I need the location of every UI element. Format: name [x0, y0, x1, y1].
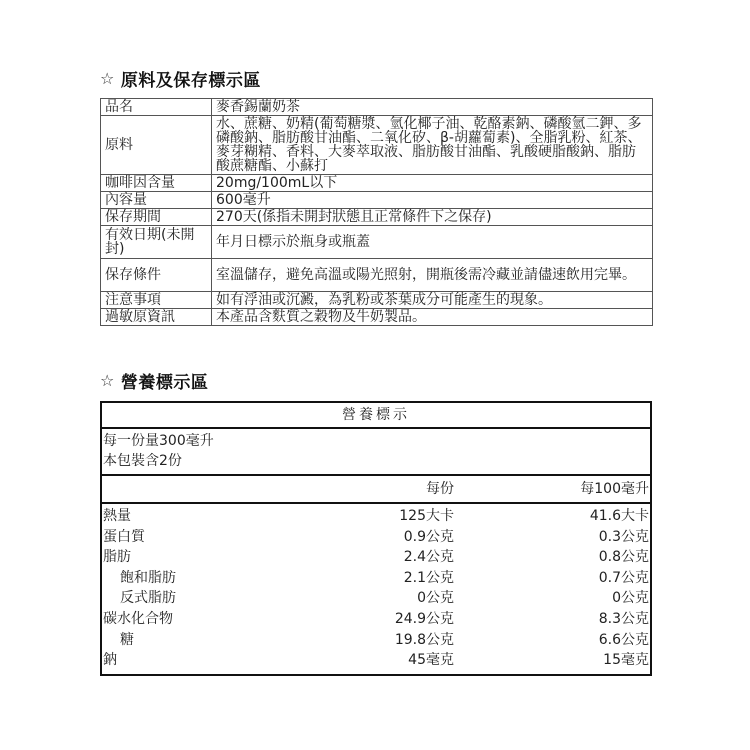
per-serving-value: 2.1公克: [403, 569, 454, 586]
row-label: 內容量: [101, 192, 212, 209]
nutrient-name: 碳水化合物: [103, 610, 173, 627]
row-value: 室溫儲存，避免高溫或陽光照射，開瓶後需冷藏並請儘速飲用完畢。: [212, 259, 653, 292]
table-row: [102, 527, 650, 548]
per-100ml-value: 6.6公克: [598, 631, 649, 648]
table-row: [101, 292, 653, 309]
table-row: [101, 175, 653, 192]
per-serving-value: 125大卡: [399, 508, 454, 524]
row-value: 麥香錫蘭奶茶: [212, 99, 653, 116]
row-value: 本產品含麩質之穀物及牛奶製品。: [212, 309, 653, 326]
section-title-text: 營養標示區: [120, 373, 209, 393]
per-serving-value: 2.4公克: [403, 549, 454, 566]
row-value: 如有浮油或沉澱，為乳粉或茶葉成分可能產生的現象。: [212, 292, 653, 309]
per-serving-value: 0.9公克: [403, 528, 454, 545]
table-row: [102, 650, 650, 671]
per-serving-value: 19.8公克: [394, 631, 454, 648]
row-label: 注意事項: [101, 292, 212, 309]
nutrient-name: 脂肪: [103, 549, 131, 566]
per-100ml-value: 0.7公克: [598, 569, 649, 586]
row-value: 20mg/100mL以下: [212, 175, 653, 192]
nutrient-name: 飽和脂肪: [120, 569, 176, 586]
row-label: 品名: [101, 99, 212, 116]
nutrition-header: 營養標示: [102, 403, 650, 429]
per-100ml-value: 0.3公克: [598, 528, 649, 545]
table-row: [102, 588, 650, 609]
column-header-per-100ml: 每100毫升: [580, 481, 649, 497]
section-title-nutrition: [100, 368, 208, 393]
per-100ml-value: 0公克: [612, 590, 649, 607]
nutrient-name: 鈉: [103, 652, 117, 669]
per-100ml-value: 15毫克: [603, 652, 649, 669]
table-row: [101, 192, 653, 209]
row-value: 年月日標示於瓶身或瓶蓋: [212, 226, 653, 259]
per-100ml-value: 8.3公克: [598, 610, 649, 627]
per-serving-value: 24.9公克: [394, 610, 454, 627]
nutrient-rows: [102, 504, 650, 671]
per-100ml-value: 41.6大卡: [589, 508, 649, 524]
row-label: 有效日期(未開封): [101, 226, 212, 259]
column-header-row: [102, 476, 650, 504]
row-value: 水、蔗糖、奶精(葡萄糖漿、氫化椰子油、乾酪素鈉、磷酸氫二鉀、多磷酸鈉、脂肪酸甘油酯、二氧化矽、β-胡蘿蔔素)、全脂乳粉、紅茶、麥芽糊精、香料、大麥萃取液、脂肪酸甘油酯、乳酸硬脂酸鈉、脂肪酸蔗糖酯、小蘇打: [212, 116, 653, 175]
nutrition-facts-table: [100, 401, 652, 676]
row-label: 原料: [101, 116, 212, 175]
table-row: [101, 209, 653, 226]
nutrient-name: 熱量: [103, 508, 131, 524]
ingredients-table: [100, 98, 653, 326]
table-row: [102, 568, 650, 589]
serving-info: [102, 429, 650, 476]
table-row: [101, 309, 653, 326]
section-title-ingredients: [100, 66, 261, 91]
per-serving-value: 0公克: [417, 590, 454, 607]
row-label: 保存期間: [101, 209, 212, 226]
serving-size: 每一份量300毫升: [103, 433, 214, 449]
star-icon: ☆: [100, 69, 115, 88]
table-row: [101, 259, 653, 292]
section-title-text: 原料及保存標示區: [120, 71, 261, 91]
table-row: [102, 609, 650, 630]
table-row: [101, 226, 653, 259]
table-row: [102, 547, 650, 568]
column-header-per-serving: 每份: [426, 481, 454, 497]
table-row: [102, 630, 650, 651]
nutrient-name: 反式脂肪: [120, 590, 176, 607]
table-row: [101, 116, 653, 175]
row-label: 咖啡因含量: [101, 175, 212, 192]
star-icon: ☆: [100, 371, 115, 390]
table-row: [102, 506, 650, 527]
table-row: [101, 99, 653, 116]
row-label: 過敏原資訊: [101, 309, 212, 326]
row-value: 270天(係指未開封狀態且正常條件下之保存): [212, 209, 653, 226]
nutrient-name: 蛋白質: [103, 528, 145, 545]
nutrient-name: 糖: [120, 631, 134, 648]
row-label: 保存條件: [101, 259, 212, 292]
per-100ml-value: 0.8公克: [598, 549, 649, 566]
row-value: 600毫升: [212, 192, 653, 209]
per-serving-value: 45毫克: [408, 652, 454, 669]
servings-per-package: 本包裝含2份: [103, 453, 182, 469]
